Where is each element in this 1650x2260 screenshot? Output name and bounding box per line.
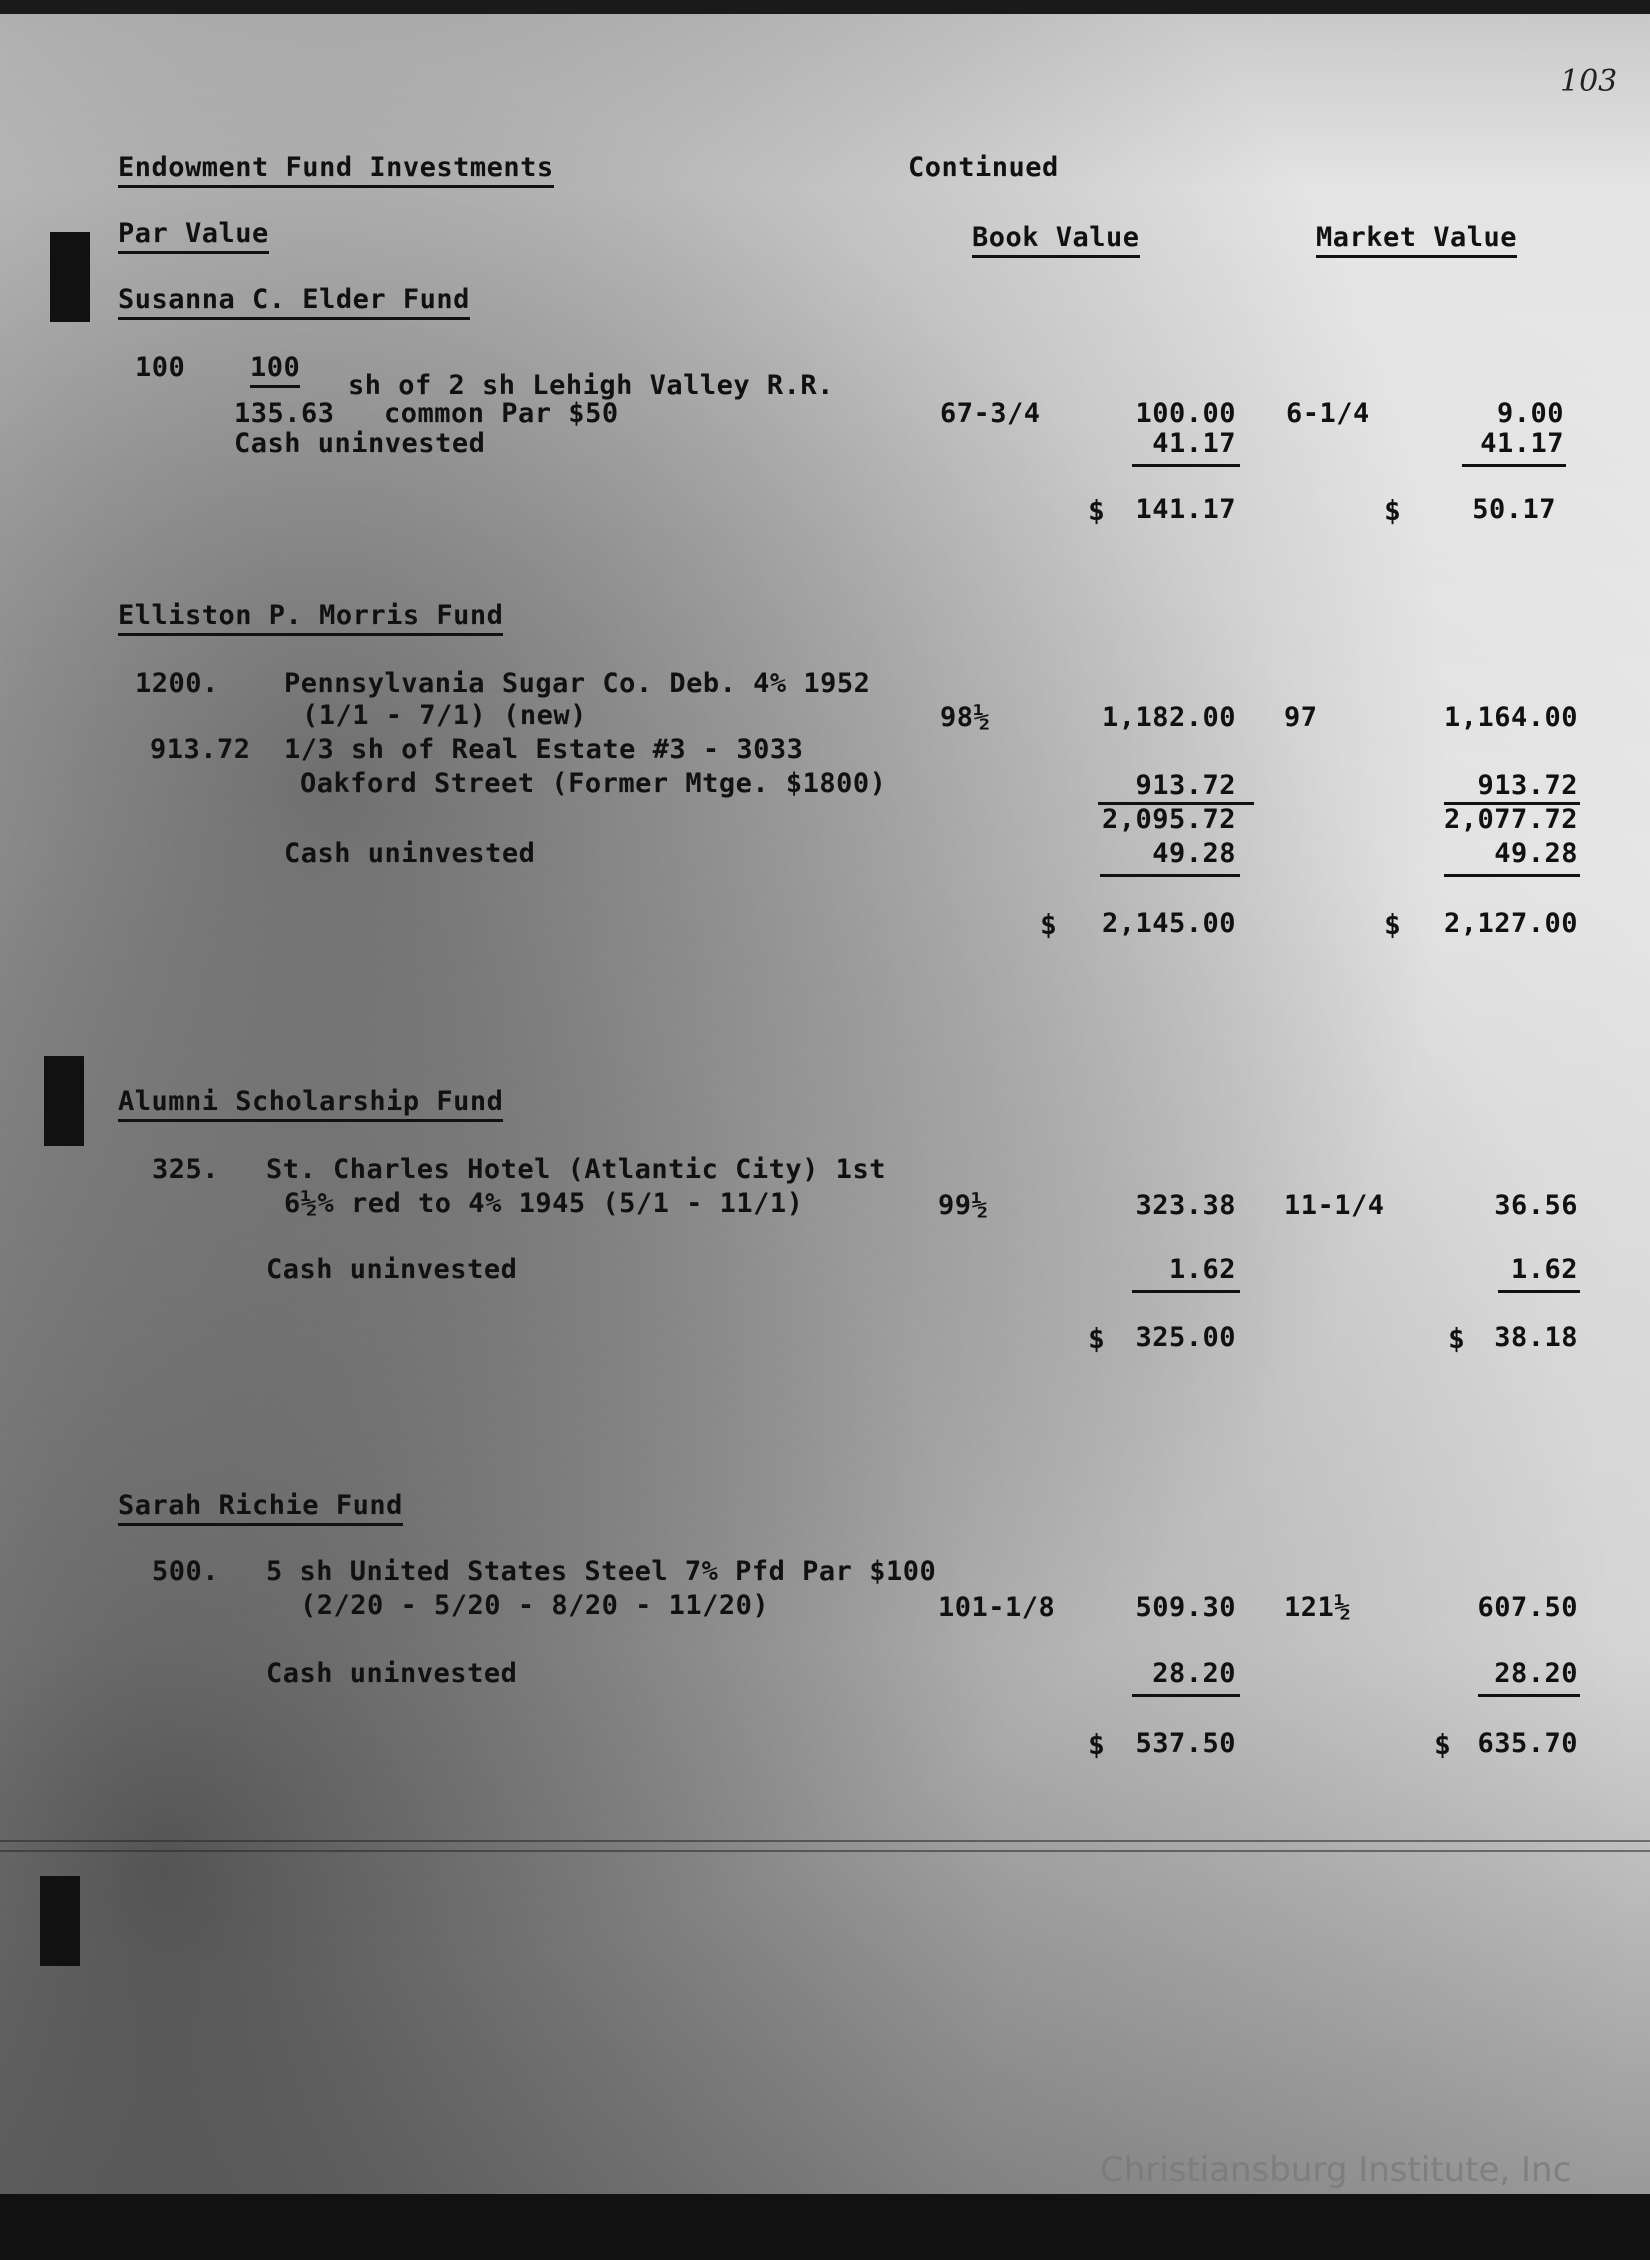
dollar-sign: $ xyxy=(1384,494,1401,527)
par-value: 1200. xyxy=(135,668,219,699)
market-value: 913.72 xyxy=(1477,770,1578,801)
security-description: 1/3 sh of Real Estate #3 - 3033 xyxy=(284,734,804,765)
binding-mark xyxy=(44,1056,84,1146)
dollar-sign: $ xyxy=(1384,908,1401,941)
subtotal-rule xyxy=(1132,1694,1240,1697)
cash-uninvested-label: Cash uninvested xyxy=(234,428,486,459)
market-total: 635.70 xyxy=(1477,1728,1578,1759)
book-cash: 49.28 xyxy=(1152,838,1236,869)
fund-name: Elliston P. Morris Fund xyxy=(118,600,503,636)
par-value: 325. xyxy=(152,1154,220,1185)
book-cash: 1.62 xyxy=(1168,1254,1236,1285)
document-title: Endowment Fund Investments xyxy=(118,152,554,188)
book-total: 2,145.00 xyxy=(1101,908,1236,939)
book-cash: 28.20 xyxy=(1152,1658,1236,1689)
par-value: 913.72 xyxy=(150,734,251,765)
security-description-line-2: common Par $50 xyxy=(384,398,619,429)
book-total: 325.00 xyxy=(1135,1322,1236,1353)
watermark: Christiansburg Institute, Inc xyxy=(1100,2150,1572,2190)
book-value: 323.38 xyxy=(1135,1190,1236,1221)
dollar-sign: $ xyxy=(1088,1322,1105,1355)
subtotal-rule xyxy=(1444,874,1580,877)
binding-mark xyxy=(40,1876,80,1966)
market-rate: 97 xyxy=(1284,702,1318,733)
subtotal-rule xyxy=(1478,1694,1580,1697)
dollar-sign: $ xyxy=(1088,1728,1105,1761)
book-rate: 98½ xyxy=(940,702,991,733)
market-rate: 6-1/4 xyxy=(1286,398,1370,429)
column-header-market-value: Market Value xyxy=(1316,222,1517,258)
page-number: 103 xyxy=(1560,64,1618,99)
security-description: St. Charles Hotel (Atlantic City) 1st xyxy=(266,1154,886,1185)
book-value: 1,182.00 xyxy=(1101,702,1236,733)
security-description-line-2: (2/20 - 5/20 - 8/20 - 11/20) xyxy=(300,1590,770,1621)
market-value: 9.00 xyxy=(1496,398,1564,429)
scan-line xyxy=(0,1850,1650,1852)
subtotal-rule xyxy=(1462,464,1566,467)
book-rate: 67-3/4 xyxy=(940,398,1041,429)
continued-label: Continued xyxy=(908,152,1059,183)
scan-border xyxy=(0,2194,1650,2260)
dollar-sign: $ xyxy=(1040,908,1057,941)
subtotal-rule xyxy=(1132,464,1240,467)
par-fraction-denominator: 135.63 xyxy=(234,398,335,429)
cash-uninvested-label: Cash uninvested xyxy=(284,838,536,869)
market-rate: 121½ xyxy=(1284,1592,1352,1623)
market-value: 36.56 xyxy=(1494,1190,1578,1221)
book-rate: 99½ xyxy=(938,1190,989,1221)
book-value: 509.30 xyxy=(1135,1592,1236,1623)
security-description-line-2: Oakford Street (Former Mtge. $1800) xyxy=(300,768,887,799)
security-description-line-2: (1/1 - 7/1) (new) xyxy=(302,700,587,731)
dollar-sign: $ xyxy=(1088,494,1105,527)
book-subtotal: 2,095.72 xyxy=(1101,804,1236,835)
subtotal-rule xyxy=(1498,1290,1580,1293)
market-cash: 28.20 xyxy=(1494,1658,1578,1689)
book-total: 141.17 xyxy=(1135,494,1236,525)
book-total: 537.50 xyxy=(1135,1728,1236,1759)
dollar-sign: $ xyxy=(1448,1322,1465,1355)
subtotal-rule xyxy=(1100,874,1240,877)
binding-mark xyxy=(50,232,90,322)
cash-uninvested-label: Cash uninvested xyxy=(266,1658,518,1689)
market-total: 38.18 xyxy=(1494,1322,1578,1353)
market-total: 2,127.00 xyxy=(1443,908,1578,939)
market-subtotal: 2,077.72 xyxy=(1443,804,1578,835)
security-description: sh of 2 sh Lehigh Valley R.R. xyxy=(348,370,834,401)
market-total: 50.17 xyxy=(1472,494,1556,525)
column-header-par-value: Par Value xyxy=(118,218,269,254)
book-value: 913.72 xyxy=(1135,770,1236,801)
dollar-sign: $ xyxy=(1434,1728,1451,1761)
security-description-line-2: 6½% red to 4% 1945 (5/1 - 11/1) xyxy=(284,1188,804,1219)
market-value: 607.50 xyxy=(1477,1592,1578,1623)
par-value: 100 xyxy=(135,352,186,383)
scan-line xyxy=(0,1840,1650,1842)
market-cash: 1.62 xyxy=(1510,1254,1578,1285)
fund-name: Alumni Scholarship Fund xyxy=(118,1086,503,1122)
fund-name: Sarah Richie Fund xyxy=(118,1490,403,1526)
cash-uninvested-label: Cash uninvested xyxy=(266,1254,518,1285)
market-cash: 41.17 xyxy=(1480,428,1564,459)
market-rate: 11-1/4 xyxy=(1284,1190,1385,1221)
document-page xyxy=(0,14,1650,2194)
fund-name: Susanna C. Elder Fund xyxy=(118,284,470,320)
security-description: Pennsylvania Sugar Co. Deb. 4% 1952 xyxy=(284,668,871,699)
book-value: 100.00 xyxy=(1135,398,1236,429)
subtotal-rule xyxy=(1132,1290,1240,1293)
market-value: 1,164.00 xyxy=(1443,702,1578,733)
column-header-book-value: Book Value xyxy=(972,222,1140,258)
par-value: 500. xyxy=(152,1556,220,1587)
security-description: 5 sh United States Steel 7% Pfd Par $100 xyxy=(266,1556,937,1587)
market-cash: 49.28 xyxy=(1494,838,1578,869)
par-fraction-numerator: 100 xyxy=(250,352,300,388)
book-rate: 101-1/8 xyxy=(938,1592,1056,1623)
book-cash: 41.17 xyxy=(1152,428,1236,459)
